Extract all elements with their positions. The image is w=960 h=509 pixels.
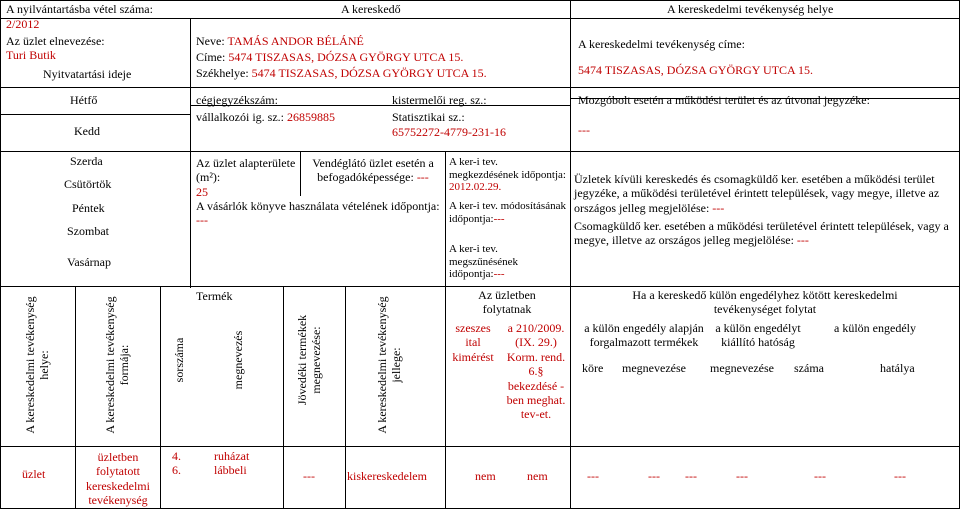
permit-col-authority: a külön engedélyt kiállító hatóság: [715, 321, 801, 350]
end-date-label: A ker-i tev. megszűnésének időpontja:: [449, 243, 519, 281]
day-monday: Hétfő: [70, 93, 98, 107]
mail-value: ---: [796, 233, 809, 248]
merchant-seat-label: Székhelye:: [196, 66, 249, 80]
row-alcohol: nem: [475, 469, 496, 483]
permit-megnevezese-2: megnevezése: [710, 361, 774, 375]
end-date-block: [449, 243, 567, 281]
mail-order: [574, 219, 954, 248]
row-name-1: ruházat: [214, 449, 250, 463]
rule-col-h: [300, 151, 301, 196]
rule-left: [0, 0, 1, 509]
row-place: üzlet: [22, 467, 46, 481]
area-label: Az üzlet alapterülete (m²):: [196, 156, 296, 185]
start-date-block: [449, 156, 567, 194]
rule-col-a: [190, 18, 191, 288]
mail-label: Csomagküldő ker. esetében a működési területével érintett települések, vagy a megye, illetve az országos jelleg megjelölése:: [574, 219, 949, 248]
site-header: A kereskedelmi tevékenység helye: [667, 2, 834, 16]
row-form: üzletben folytatott kereskedelmi tevékenység: [86, 450, 150, 508]
area-block: [196, 156, 296, 199]
shop-name-value: Turi Butik: [6, 48, 56, 62]
rule-col-d: [160, 286, 161, 509]
merchant-name-value: TAMÁS ANDOR BÉLÁNÉ: [227, 34, 364, 48]
catering-label: Vendéglátó üzlet esetén a befogadóképessége:: [312, 156, 434, 185]
rule-col-e: [283, 286, 284, 509]
row-permit-5: ---: [814, 469, 826, 483]
stat-value: 65752272-4779-231-16: [392, 125, 506, 139]
rule-row: [0, 446, 960, 447]
row-nature: kiskereskedelem: [347, 469, 427, 483]
merchant-address-label: Címe:: [196, 50, 226, 64]
day-sunday: Vasárnap: [67, 255, 111, 269]
complaint-label: A vásárlók könyve használata vételének időpontja:: [196, 199, 440, 213]
merchant-name: [196, 35, 364, 49]
day-thursday: Csütörtök: [64, 177, 112, 191]
col-place-header: A kereskedelmi tevékenység helye:: [23, 296, 51, 434]
col-decree-header: a 210/2009. (IX. 29.) Korm. rend. 6.§ bekezdésé -ben meghat. tev-et.: [506, 321, 566, 422]
row-decree: nem: [527, 469, 548, 483]
entrepreneur-id: [196, 111, 335, 125]
stat-label: Statisztikai sz.:: [392, 110, 465, 124]
rule-col-f: [345, 286, 346, 509]
row-permit-1: ---: [587, 469, 599, 483]
area-value: 25: [196, 184, 208, 199]
complaint-block: [196, 199, 441, 228]
shop-name-label: Az üzlet elnevezése:: [6, 34, 105, 48]
permit-hatalya: hatálya: [880, 361, 915, 375]
row-permit-6: ---: [894, 469, 906, 483]
permit-col-products: a külön engedély alapján forgalmazott termékek: [584, 321, 704, 350]
catering-value: ---: [416, 170, 429, 185]
row-permit-4: ---: [736, 469, 748, 483]
col-form-header: A kereskedelmi tevékenység formája:: [103, 296, 131, 434]
rule-columns: [0, 286, 960, 287]
rule-col-b: [570, 0, 571, 509]
col-alcohol-header: szeszes ital kimérést: [452, 321, 494, 364]
day-friday: Péntek: [72, 201, 105, 215]
col-shop-in-header: Az üzletben folytatnak: [478, 288, 536, 317]
rule-day-mid: [0, 114, 190, 115]
row-excise: ---: [303, 469, 315, 483]
rule-days: [0, 151, 960, 152]
site-address-value: 5474 TISZASAS, DÓZSA GYÖRGY UTCA 15.: [578, 63, 814, 77]
end-date-value: ---: [493, 268, 505, 281]
col-serial-header: sorszáma: [172, 337, 186, 383]
day-wednesday: Szerda: [70, 154, 103, 168]
permit-header: Ha a kereskedő külön engedélyhez kötött kereskedelmi tevékenységet folytat: [632, 288, 898, 317]
start-date-label: A ker-i tev. megkezdésének időpontja:: [449, 156, 566, 181]
rule-top: [0, 0, 960, 1]
hours-label: Nyitvatartási ideje: [43, 67, 132, 81]
col-nature-header: A kereskedelmi tevékenység jellege:: [375, 296, 403, 434]
small-reg-label: kistermelői reg. sz.:: [392, 93, 487, 107]
mobile-value: ---: [578, 123, 590, 137]
site-address-label: A kereskedelmi tevékenység címe:: [578, 37, 745, 51]
merchant-seat-value: 5474 TISZASAS, DÓZSA GYÖRGY UTCA 15.: [251, 66, 487, 80]
outside-sales: [574, 172, 954, 215]
row-serial-1: 4.: [172, 449, 181, 463]
catering-block: [303, 156, 443, 185]
permit-szama: száma: [794, 361, 824, 375]
mobile-label: Mozgóbolt esetén a működési terület és az útvonal jegyzéke:: [578, 93, 870, 107]
outside-label: Üzletek kívüli kereskedés és csomagküldő ker. esetében a működési terület jegyzéke, a működési területével érintett települések, vagy megye, illetve az országos jelleg megjelölése:: [574, 172, 940, 215]
col-product-header: Termék: [196, 289, 233, 303]
row-serial-2: 6.: [172, 463, 181, 477]
permit-col-permit: a külön engedély: [834, 321, 916, 335]
mod-date-label: A ker-i tev. módosításának időpontja:: [449, 200, 566, 225]
registry-label: A nyilvántartásba vétel száma:: [6, 2, 153, 16]
outside-value: ---: [712, 200, 725, 215]
start-date-value: 2012.02.29.: [449, 181, 502, 194]
company-reg-label: cégjegyzékszám:: [196, 93, 278, 107]
row-name-2: lábbeli: [214, 463, 247, 477]
entrepreneur-value: 26859885: [286, 110, 335, 124]
merchant-name-label: Neve:: [196, 34, 225, 48]
rule-header: [0, 18, 960, 19]
rule-col-i: [445, 151, 446, 288]
permit-megnevezese: megnevezése: [622, 361, 686, 375]
day-tuesday: Kedd: [74, 124, 100, 138]
row-permit-3: ---: [685, 469, 697, 483]
col-name-header: megnevezés: [231, 330, 245, 390]
merchant-address: [196, 51, 463, 65]
merchant-header: A kereskedő: [341, 2, 401, 16]
complaint-value: ---: [196, 213, 208, 228]
rule-col-c: [75, 286, 76, 509]
permit-kore: köre: [582, 361, 604, 375]
rule-col-g: [445, 286, 446, 509]
mod-date-value: ---: [493, 212, 505, 225]
day-saturday: Szombat: [67, 224, 109, 238]
merchant-address-value: 5474 TISZASAS, DÓZSA GYÖRGY UTCA 15.: [228, 50, 464, 64]
rule-merchant-bottom: [0, 87, 960, 88]
merchant-seat: [196, 67, 487, 81]
registry-value: 2/2012: [6, 17, 40, 31]
row-permit-2: ---: [648, 469, 660, 483]
col-excise-header: Jövedéki termékek megnevezése:: [295, 314, 323, 406]
mod-date-block: [449, 200, 567, 225]
entrepreneur-label: vállalkozói ig. sz.:: [196, 110, 284, 124]
